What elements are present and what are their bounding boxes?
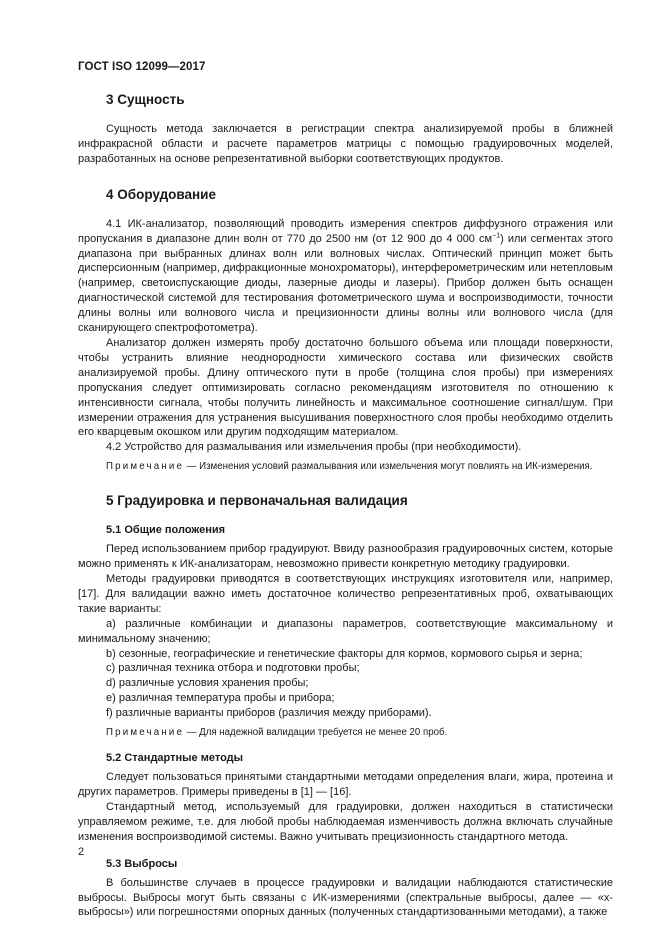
- section-3-paragraph: Сущность метода заключается в регистрации спектра анализируемой пробы в ближней инфракрасной области и расчете параметров матрицы с помощью градуировочных моделей, разработанных на основе репрезентативной выборки соответствующих продуктов.: [78, 123, 613, 165]
- list-item: d) различные условия хранения пробы;: [106, 677, 309, 690]
- list-item: c) различная техника отбора и подготовки пробы;: [106, 662, 360, 675]
- note-label: Примечание: [106, 727, 185, 739]
- page-number: 2: [78, 846, 85, 858]
- list-item: a) различные комбинации и диапазоны параметров, соответствующие максимальному и минимальному значению;: [78, 617, 613, 645]
- list-item: f) различные варианты приборов (различия между приборами).: [106, 707, 432, 720]
- note-text: — Для надежной валидации требуется не менее 20 проб.: [184, 727, 448, 739]
- section-3-title: 3 Сущность: [106, 92, 185, 107]
- section-5-3-title: 5.3 Выбросы: [106, 857, 178, 870]
- superscript-minus-one: −1: [492, 231, 501, 239]
- section-4-1-analyzer-paragraph: Анализатор должен измерять пробу достаточно большого объема или площади поверхности, чтобы устранить влияние неоднородности химического состава или физических свойств анализируемой пробы. Длину оптического пути в пробе (толщина слоя пробы) при измерениях пропускания следует оптимизировать согласно рекомендациям изготовителя по отношению к интенсивности сигнала, чтобы получить линейность и максимальное соотношение сигнал/шум. При измерении отражения для устранения высушивания поверхностного слоя пробы необходимо отделить его кварцевым окошком или другим подходящим материалом.: [78, 336, 613, 439]
- document-body: [78, 92, 613, 920]
- section-4-1-text-a: 4.1 ИК-анализатор, позволяющий проводить измерения спектров диффузного отражения или пропускания в диапазоне длин волн от 770 до 2500 нм (от 12 900 до 4 000 см: [78, 217, 613, 245]
- section-5-1-paragraph-1: Перед использованием прибор градуируют. Ввиду разнообразия градуировочных систем, которые можно применять к ИК-анализаторам, невозможно привести конкретную методику градуировки.: [78, 543, 613, 571]
- section-5-2-paragraph-1: Следует пользоваться принятыми стандартными методами определения влаги, жира, протеина и других параметров. Примеры приведены в [1] — [16].: [78, 771, 613, 798]
- section-4-1-text-b: ) или сегментах этого диапазона при выбранных длинах волн или волновых числах. Оптический принцип может быть дисперсионным (например, дифракционные монохроматоры), интерферометрическим или нетепловым (например, светоиспускающие диоды, лазерные диоды и лазеры). Прибор должен быть оснащен диагностической системой для тестирования фотометрического шума и воспроизводимости, точности длины волны или волнового числа и прецизионности длины волны или волнового числа (для сканирующего спектрофотометра).: [78, 232, 613, 335]
- section-5-1-title: 5.1 Общие положения: [106, 524, 226, 537]
- note-label: Примечание: [106, 461, 185, 473]
- section-5-2-title: 5.2 Стандартные методы: [106, 752, 244, 765]
- section-5-title: 5 Градуировка и первоначальная валидация: [106, 493, 408, 509]
- section-5-1-note: [78, 726, 613, 739]
- section-5-1-paragraph-2: Методы градуировки приводятся в соответствующих инструкциях изготовителя или, например, [17]. Для валидации важно иметь достаточное количество репрезентативных проб, охватывающих такие варианты:: [78, 573, 613, 615]
- section-5-3-paragraph: В большинстве случаев в процессе градуировки и валидации наблюдаются статистические выбросы. Выбросы могут быть связаны с ИК-измерениями (спектральные выбросы, далее — «x-выбросы») или погрешностями опорных данных (полученных стандартизованными методами), а также: [78, 876, 613, 919]
- document-header: ГОСТ ISO 12099—2017: [78, 61, 206, 73]
- note-text: — Изменения условий размалывания или измельчения могут повлиять на ИК-измерения.: [184, 461, 593, 473]
- section-4-2-paragraph: 4.2 Устройство для размалывания или измельчения пробы (при необходимости).: [106, 441, 522, 454]
- section-4-title: 4 Оборудование: [106, 186, 216, 202]
- section-4-note: [78, 460, 613, 473]
- list-item: e) различная температура пробы и прибора;: [106, 692, 335, 705]
- list-item: b) сезонные, географические и генетические факторы для кормов, кормового сырья и зерна;: [106, 647, 583, 660]
- section-5-2-paragraph-2: Стандартный метод, используемый для градуировки, должен находиться в статистически управляемом режиме, т.е. для любой пробы наблюдаемая изменчивость должна включать случайные изменения воспроизводимой системы. Важно учитывать прецизионность стандартного метода.: [78, 800, 613, 843]
- section-4-1-paragraph: [78, 217, 613, 336]
